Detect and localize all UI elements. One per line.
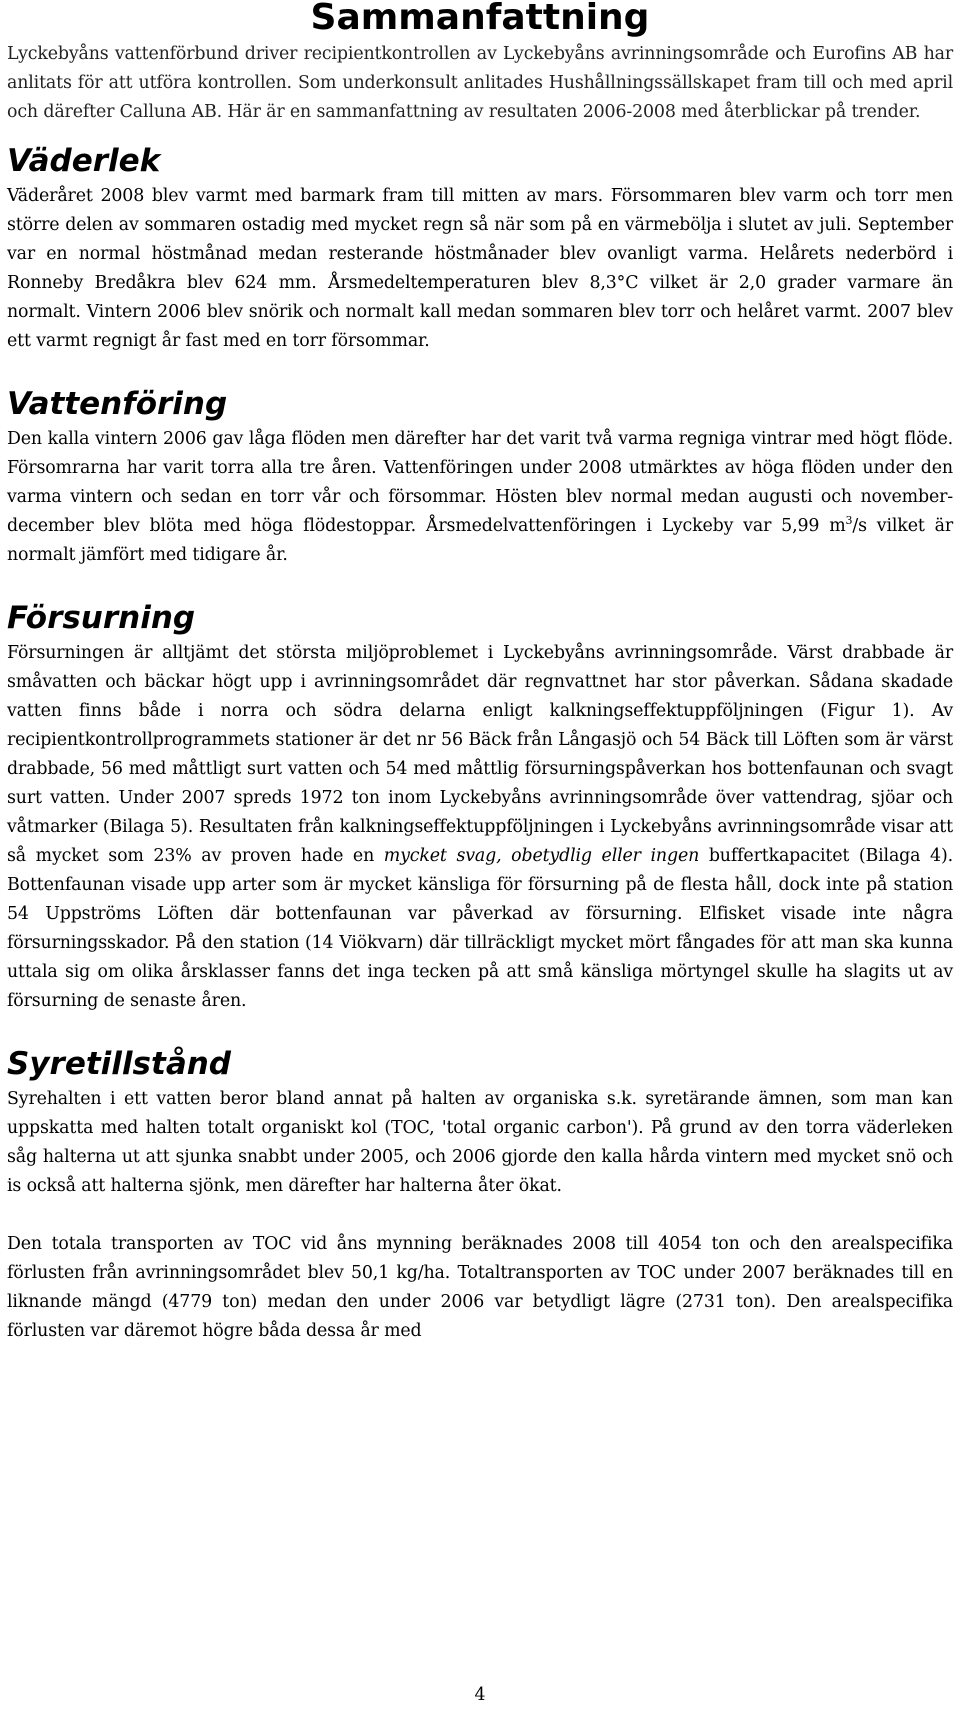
page-number: 4 (474, 1685, 486, 1705)
forsurning-italic-text: mycket svag, obetydlig eller ingen (383, 846, 700, 866)
page-title: Sammanfattning (310, 0, 650, 38)
heading-syretillstand: Syretillstånd (7, 1046, 231, 1082)
document-page (7, 0, 953, 1346)
paragraph-syretillstand-1: Syrehalten i ett vatten beror bland annat på halten av organiska s.k. syretärande ämnen, som man kan uppskatta med halten totalt organiskt kol (TOC, 'total organic carbon'). På grund av den torra väderleken såg halterna ut att sjunka snabbt under 2005, och 2006 gjorde den kalla hårda vintern med mycket snö och is också att halterna sjönk, men därefter har halterna åter ökat. (7, 1089, 953, 1196)
unit-superscript: 3 (845, 514, 853, 528)
heading-forsurning: Försurning (7, 600, 196, 636)
paragraph-forsurning (7, 639, 953, 1016)
paragraph-syretillstand-2: Den totala transporten av TOC vid åns mynning beräknades 2008 till 4054 ton och den arealspecifika förlusten från avrinningsområdet blev 50,1 kg/ha. Totaltransporten av TOC under 2007 beräknades till en liknande mängd (4779 ton) medan den under 2006 var betydligt lägre (2731 ton). Den arealspecifika förlusten var däremot högre båda dessa år med (7, 1234, 953, 1341)
forsurning-text-a: Försurningen är alltjämt det största miljöproblemet i Lyckebyåns avrinningsområde. Värst drabbade är småvatten och bäckar högt upp i avrinningsområdet där regnvattnet har stor påverkan. Sådana skadade vatten finns både i norra och södra delarna enligt kalkningseffektuppföljningen (Figur 1). Av recipientkontrollprogrammets stationer är det nr 56 Bäck från Långasjö och 54 Bäck till Löften som är värst drabbade, 56 med måttligt surt vatten och 54 med måttlig försurningspåverkan hos bottenfaunan och svagt surt vatten. Under 2007 spreds 1972 ton inom Lyckebyåns avrinningsområde över vattendrag, sjöar och våtmarker (Bilaga 5). Resultaten från kalkningseffektuppföljningen i Lyckebyåns avrinningsområde visar att så mycket som 23% av proven hade en (7, 643, 953, 866)
heading-vattenforing: Vattenföring (7, 386, 228, 422)
paragraph-vattenforing (7, 425, 953, 570)
vattenforing-text-after-unit: /s vilket är normalt jämfört med tidigare år. (7, 516, 953, 565)
paragraph-vaderlek: Väderåret 2008 blev varmt med barmark fram till mitten av mars. Försommaren blev varm och torr men större delen av sommaren ostadig med mycket regn så när som på en värmebölja i slutet av juli. September var en normal höstmånad medan resterande höstmånader blev ovanligt varma. Helårets nederbörd i Ronneby Bredåkra blev 624 mm. Årsmedeltemperaturen blev 8,3°C vilket är 2,0 grader varmare än normalt. Vintern 2006 blev snörik och normalt kall medan sommaren blev torr och helåret varmt. 2007 blev ett varmt regnigt år fast med en torr försommar. (7, 186, 953, 351)
heading-vaderlek: Väderlek (7, 143, 161, 179)
intro-paragraph: Lyckebyåns vattenförbund driver recipientkontrollen av Lyckebyåns avrinningsområde och Eurofins AB har anlitats för att utföra kontrollen. Som underkonsult anlitades Hushållningssällskapet fram till och med april och därefter Calluna AB. Här är en sammanfattning av resultaten 2006-2008 med återblickar på trender. (7, 44, 953, 122)
forsurning-text-b: buffertkapacitet (Bilaga 4). Bottenfaunan visade upp arter som är mycket känsliga för försurning på de flesta håll, dock inte på station 54 Uppströms Löften där bottenfaunan var påverkad av försurning. Elfisket visade inte några försurningsskador. På den station (14 Viökvarn) där tillräckligt mycket mört fångades för att man ska kunna uttala sig om olika årsklasser fanns det inga tecken på att små känsliga mörtyngel skulle ha slagits ut av försurning de senaste åren. (7, 846, 953, 1011)
vattenforing-text-before-unit: Den kalla vintern 2006 gav låga flöden men därefter har det varit två varma regniga vintrar med högt flöde. Försomrarna har varit torra alla tre åren. Vattenföringen under 2008 utmärktes av höga flöden under den varma vintern och sedan en torr vår och försommar. Hösten blev normal medan augusti och november-december blev blöta med höga flödestoppar. Årsmedelvattenföringen i Lyckeby var 5,99 m (7, 429, 953, 536)
